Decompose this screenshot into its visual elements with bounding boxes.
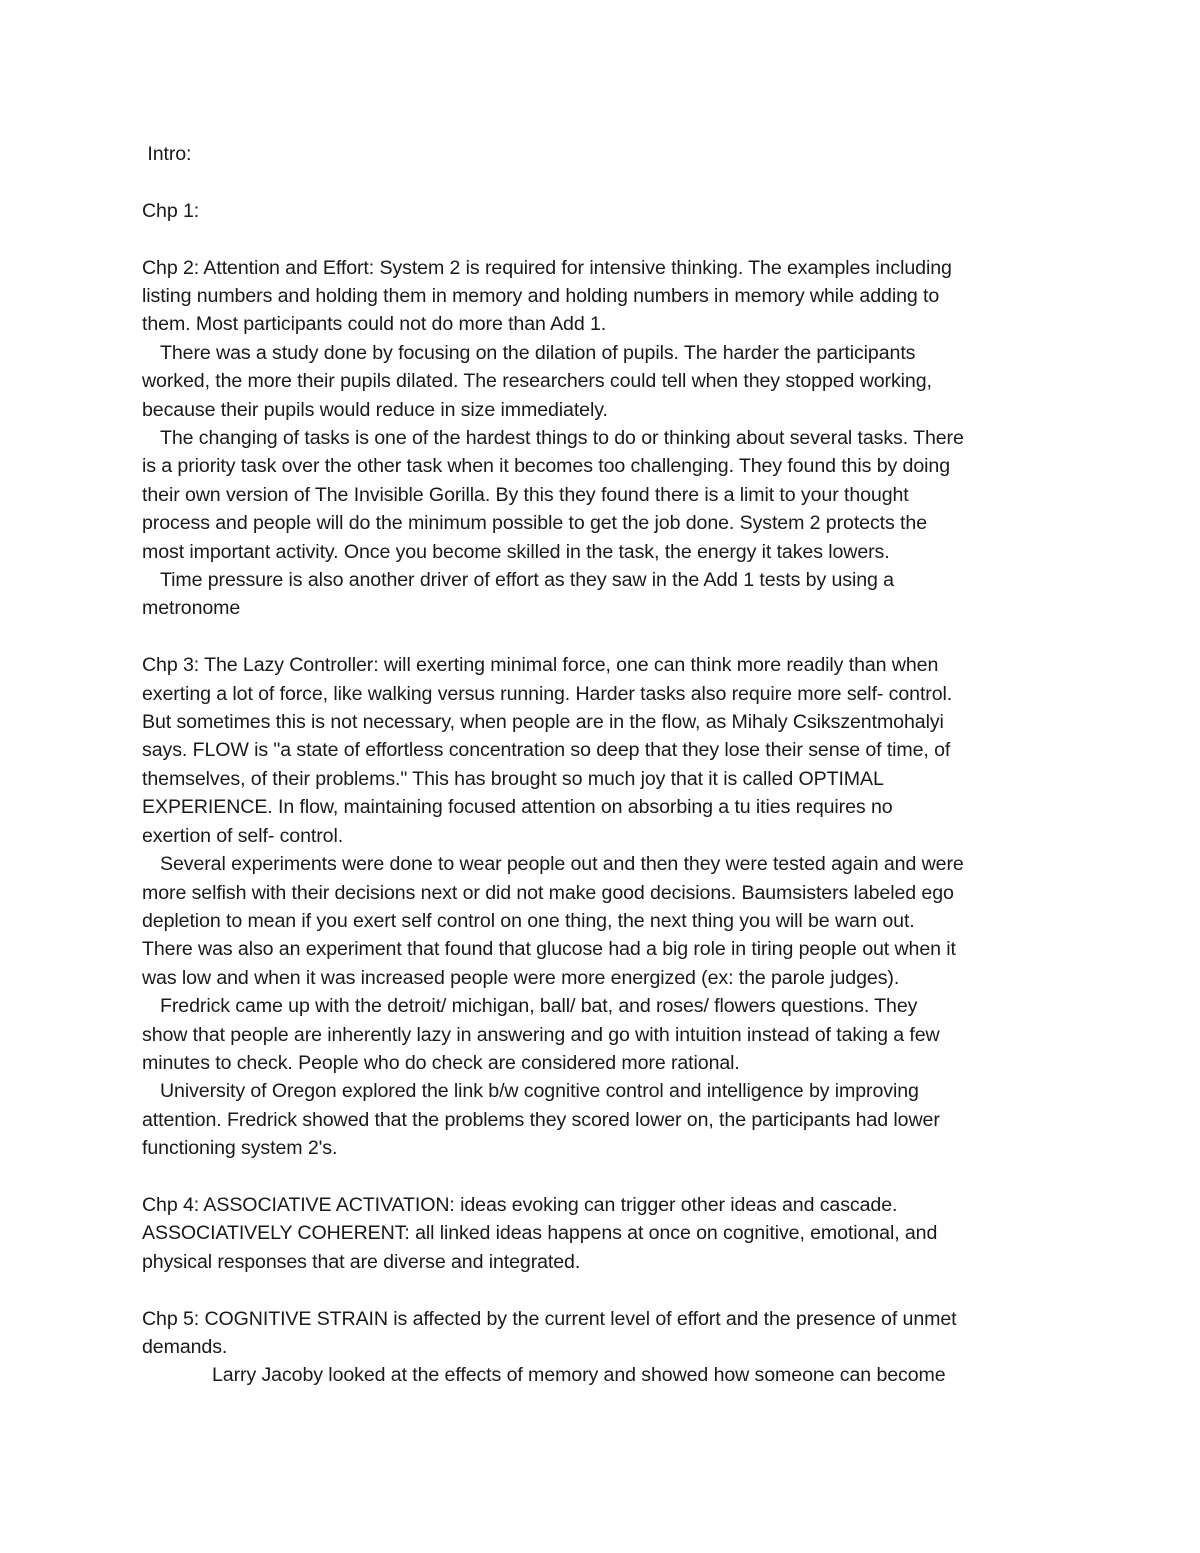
text-line: University of Oregon explored the link b/w cognitive control and intelligence by improving [160, 1080, 919, 1103]
chp3-paragraph-2 [142, 850, 1062, 992]
text-line: most important activity. Once you become skilled in the task, the energy it takes lowers. [142, 540, 890, 563]
text-line: attention. Fredrick showed that the problems they scored lower on, the participants had lower [142, 1108, 940, 1131]
text-line: themselves, of their problems." This has brought so much joy that it is called OPTIMAL [142, 767, 884, 790]
intro-heading [142, 140, 1062, 168]
text-line: But sometimes this is not necessary, when people are in the flow, as Mihaly Csikszentmohalyi [142, 711, 944, 734]
chp1-line: Chp 1: [142, 199, 200, 222]
chp5-paragraph-2 [142, 1361, 1062, 1389]
text-line: ASSOCIATIVELY COHERENT: all linked ideas happens at once on cognitive, emotional, and [142, 1222, 938, 1245]
text-line: The changing of tasks is one of the hardest things to do or thinking about several tasks. There [160, 427, 964, 450]
text-line: because their pupils would reduce in size immediately. [142, 398, 608, 421]
chp2-paragraph-1 [142, 254, 1062, 339]
chp3-paragraph-1 [142, 651, 1062, 850]
text-line: physical responses that are diverse and integrated. [142, 1250, 581, 1273]
chp3-paragraph-3 [142, 992, 1062, 1077]
text-line: is a priority task over the other task when it becomes too challenging. They found this by doing [142, 455, 950, 478]
text-line: Time pressure is also another driver of effort as they saw in the Add 1 tests by using a [160, 569, 894, 592]
chp5-paragraph-1 [142, 1305, 1062, 1362]
document-body [142, 140, 1062, 1390]
text-line: exerting a lot of force, like walking versus running. Harder tasks also require more self- control. [142, 682, 953, 705]
text-line: process and people will do the minimum possible to get the job done. System 2 protects the [142, 512, 927, 535]
text-line: listing numbers and holding them in memory and holding numbers in memory while adding to [142, 285, 940, 307]
text-line: Chp 4: ASSOCIATIVE ACTIVATION: ideas evoking can trigger other ideas and cascade. [142, 1193, 898, 1216]
text-line: was low and when it was increased people were more energized (ex: the parole judges). [142, 966, 900, 989]
text-line: minutes to check. People who do check are considered more rational. [142, 1051, 740, 1074]
text-line: Fredrick came up with the detroit/ michigan, ball/ bat, and roses/ flowers questions. They [160, 995, 918, 1018]
text-line: show that people are inherently lazy in answering and go with intuition instead of taking a few [142, 1023, 940, 1046]
text-line: Chp 5: COGNITIVE STRAIN is affected by the current level of effort and the presence of unmet [142, 1307, 957, 1330]
text-line: functioning system 2's. [142, 1137, 338, 1160]
chp2-paragraph-2 [142, 339, 1062, 424]
intro-line: Intro: [142, 143, 192, 165]
text-line: says. FLOW is "a state of effortless concentration so deep that they lose their sense of time, of [142, 739, 951, 762]
chp4-paragraph [142, 1191, 1062, 1276]
text-line: Chp 3: The Lazy Controller: will exerting minimal force, one can think more readily than when [142, 654, 939, 677]
chp3-paragraph-4 [142, 1077, 1062, 1162]
chp1-heading [142, 197, 1062, 225]
text-line: depletion to mean if you exert self control on one thing, the next thing you will be warn out. [142, 909, 915, 932]
text-line: demands. [142, 1335, 228, 1358]
text-line: worked, the more their pupils dilated. The researchers could tell when they stopped working, [142, 370, 932, 393]
text-line: more selfish with their decisions next or did not make good decisions. Baumsisters labeled ego [142, 881, 954, 904]
chp2-paragraph-3 [142, 424, 1062, 566]
text-line: Several experiments were done to wear people out and then they were tested again and were [160, 853, 964, 876]
text-line: them. Most participants could not do more than Add 1. [142, 313, 607, 336]
text-line: metronome [142, 597, 241, 620]
chp2-paragraph-4 [142, 566, 1062, 623]
text-line: Larry Jacoby looked at the effects of memory and showed how someone can become [212, 1364, 946, 1387]
text-line: Chp 2: Attention and Effort: System 2 is required for intensive thinking. The examples including [142, 256, 952, 279]
text-line: There was also an experiment that found that glucose had a big role in tiring people out when it [142, 938, 956, 961]
text-line: EXPERIENCE. In flow, maintaining focused attention on absorbing a tu ities requires no [142, 796, 893, 819]
text-line: their own version of The Invisible Gorilla. By this they found there is a limit to your thought [142, 483, 909, 506]
text-line: exertion of self- control. [142, 824, 344, 847]
text-line: There was a study done by focusing on the dilation of pupils. The harder the participants [160, 341, 916, 364]
